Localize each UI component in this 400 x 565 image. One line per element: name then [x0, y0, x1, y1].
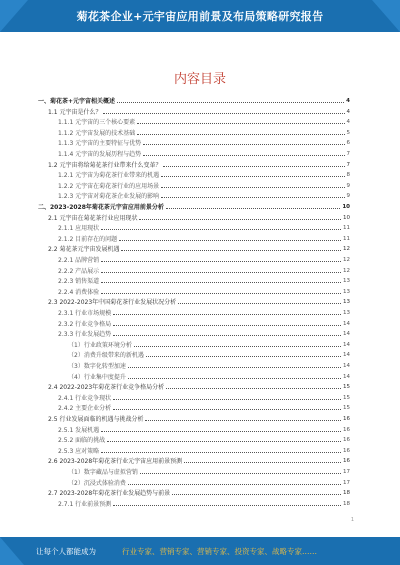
toc-entry-title: 2.3.3 行业发展趋势	[58, 331, 112, 339]
toc-entry-title: （1）数字藏品与虚拟营销	[68, 469, 138, 476]
toc-entry[interactable]	[58, 170, 350, 179]
toc-dot-leader	[101, 260, 341, 262]
toc-entry-page: 6	[346, 140, 350, 147]
toc-dot-leader	[143, 143, 344, 145]
toc-dot-leader	[139, 218, 341, 220]
toc-dot-leader	[113, 504, 341, 506]
toc-entry-title: 2.1.1 应用现状	[58, 225, 100, 233]
toc-entry[interactable]	[68, 372, 350, 381]
toc-dot-leader	[143, 154, 344, 156]
toc-entry[interactable]	[38, 202, 350, 211]
toc-dot-leader	[161, 186, 344, 188]
toc-entry-title: （1）行业政策环境分析	[68, 341, 132, 349]
toc-entry-title: （3）数字化转型加速	[68, 363, 126, 370]
toc-entry-page: 5	[346, 129, 350, 136]
toc-entry[interactable]	[58, 234, 350, 243]
toc-entry-page: 18	[343, 490, 350, 497]
toc-dot-leader	[134, 345, 341, 347]
toc-entry-page: 14	[343, 341, 350, 348]
toc-entry-page: 16	[343, 458, 350, 465]
toc-entry[interactable]	[68, 350, 350, 359]
toc-entry[interactable]	[58, 138, 350, 147]
toc-entry-page: 14	[343, 363, 350, 369]
toc-entry-page: 7	[346, 161, 350, 168]
toc-dot-leader	[184, 461, 341, 463]
toc-entry-title: 2.1.2 目前存在的问题	[58, 235, 118, 243]
toc-entry[interactable]	[48, 107, 350, 116]
toc-dot-leader	[166, 207, 340, 209]
toc-entry-page: 17	[343, 469, 350, 475]
toc-entry-title: 1.2 元宇宙将给菊花茶行业带来什么变革？	[48, 161, 162, 169]
toc-dot-leader	[101, 281, 341, 283]
toc-entry-page: 14	[343, 352, 350, 359]
footer-roles-text: 行业专家、营销专家、营销专家、投资专家、战略专家……	[122, 547, 317, 556]
toc-entry-page: 16	[343, 426, 350, 433]
toc-dot-leader	[146, 355, 341, 357]
toc-entry[interactable]	[58, 191, 350, 200]
header-corner-right	[372, 0, 400, 32]
toc-dot-leader	[101, 228, 341, 230]
toc-entry-title: 2.3 2022-2023年中国菊花茶行业发展状况分析	[48, 299, 177, 307]
toc-dot-leader	[101, 451, 341, 453]
toc-entry-title: 二、2023-2028年菊花茶元宇宙应用前景分析	[38, 204, 164, 211]
document-title: 菊花茶企业+元宇宙应用前景及布局策略研究报告	[76, 10, 324, 23]
toc-entry[interactable]	[58, 223, 350, 232]
toc-dot-leader	[117, 101, 344, 103]
toc-entry[interactable]	[68, 340, 350, 349]
toc-dot-leader	[128, 483, 341, 485]
toc-entry[interactable]	[48, 414, 350, 423]
toc-entry-title: 2.4.2 主要企业分析	[58, 405, 112, 413]
toc-entry[interactable]	[58, 276, 350, 285]
toc-dot-leader	[161, 196, 344, 198]
toc-dot-leader	[137, 133, 344, 135]
toc-heading: 内容目录	[173, 72, 226, 87]
toc-entry-title: 2.4.1 行业竞争现状	[58, 394, 112, 402]
toc-entry-page: 11	[343, 235, 350, 242]
toc-dot-leader	[140, 472, 341, 474]
footer-bar	[0, 537, 400, 565]
toc-entry-page: 13	[343, 299, 350, 306]
toc-entry[interactable]	[68, 478, 350, 487]
toc-entry[interactable]	[58, 181, 350, 190]
toc-dot-leader	[145, 419, 341, 421]
toc-dot-leader	[166, 387, 341, 389]
toc-entry[interactable]	[58, 403, 350, 412]
toc-entry-page: 10	[343, 214, 350, 221]
toc-dot-leader	[113, 398, 341, 400]
toc-entry-title: 2.5.1 发展机遇	[58, 426, 100, 434]
toc-entry-page: 14	[343, 320, 350, 327]
toc-entry-page: 9	[346, 182, 350, 189]
toc-entry-title: 1.1.4 元宇宙的发展历程与趋势	[58, 151, 142, 158]
toc-entry[interactable]	[48, 382, 350, 391]
toc-entry-title: 2.3.1 行业市场规模	[58, 310, 112, 317]
toc-dot-leader	[172, 493, 341, 495]
page-marker: 1	[350, 517, 354, 523]
toc-entry-title: 2.4 2022-2023年菊花茶行业竞争格局分析	[48, 384, 165, 392]
toc-entry-page: 4	[346, 119, 350, 126]
toc-entry-page: 16	[343, 437, 350, 444]
toc-entry[interactable]	[48, 488, 350, 497]
toc-entry-page: 13	[343, 288, 350, 295]
toc-entry-page: 15	[343, 394, 350, 401]
toc-entry-title: 一、菊花茶+元宇宙相关概述	[38, 98, 116, 105]
toc-dot-leader	[163, 165, 344, 167]
toc-dot-leader	[121, 249, 341, 251]
toc-entry-title: 2.2.4 消费体验	[58, 288, 100, 296]
toc-dot-leader	[161, 175, 344, 177]
toc-entry-page: 11	[343, 225, 350, 232]
toc-dot-leader	[107, 440, 341, 442]
toc-entry-title: 1.1 元宇宙是什么？	[48, 108, 102, 116]
toc-dot-leader	[113, 313, 341, 315]
toc-entry-title: 1.1.3 元宇宙的主要特征与优势	[58, 140, 142, 148]
header-corner-left	[0, 0, 28, 32]
toc-entry-page: 4	[346, 98, 350, 104]
toc-entry[interactable]	[48, 297, 350, 306]
toc-entry-page: 12	[343, 257, 350, 263]
toc-entry-page: 8	[346, 172, 350, 179]
toc-entry-page: 7	[346, 151, 350, 157]
toc-entry-title: 2.5.2 面临的挑战	[58, 437, 106, 445]
toc-dot-leader	[101, 271, 341, 273]
toc-entry[interactable]	[58, 329, 350, 338]
toc-dot-leader	[128, 366, 341, 368]
toc-dot-leader	[128, 377, 341, 379]
toc-entry-title: 2.2.3 销售渠道	[58, 278, 100, 286]
toc-entry-title: 2.5 行业发展面临的机遇与挑战分析	[48, 416, 144, 423]
toc-entry-page: 16	[343, 447, 350, 454]
toc-entry[interactable]	[58, 499, 350, 508]
toc-entry[interactable]	[68, 361, 350, 370]
toc-entry-page: 10	[342, 204, 350, 210]
toc-entry[interactable]	[58, 266, 350, 275]
header-bar	[0, 0, 400, 32]
toc-entry-title: 2.5.3 应对策略	[58, 447, 100, 455]
toc-entry[interactable]	[48, 160, 350, 169]
toc-entry-title: 2.1 元宇宙在菊花茶行业应用现状	[48, 214, 138, 222]
toc-entry[interactable]	[48, 456, 350, 465]
toc-entry[interactable]	[58, 393, 350, 402]
toc-dot-leader	[113, 408, 341, 410]
toc-entry-title: 2.7 2023-2028年菊花茶行业发展趋势与前景	[48, 490, 171, 498]
toc-entry-page: 13	[343, 310, 350, 316]
toc-entry-title: 2.3.2 行业竞争格局	[58, 320, 112, 328]
toc-entry-page: 15	[343, 384, 350, 391]
toc-entry[interactable]	[58, 435, 350, 444]
toc-entry[interactable]	[58, 149, 350, 158]
toc-entry[interactable]	[58, 446, 350, 455]
toc-entry-page: 4	[346, 108, 350, 115]
toc-dot-leader	[103, 112, 344, 114]
toc-dot-leader	[113, 334, 341, 336]
toc-entry-title: 2.2.1 品牌营销	[58, 257, 100, 264]
toc-entry-page: 18	[343, 500, 350, 507]
toc-entry-title: 2.2 菊花茶元宇宙发展机遇	[48, 246, 120, 254]
toc-entry[interactable]	[58, 287, 350, 296]
toc-dot-leader	[178, 302, 341, 304]
toc-entry[interactable]	[58, 255, 350, 264]
toc-entry-page: 12	[343, 246, 350, 253]
toc-entry[interactable]	[58, 425, 350, 434]
toc-entry-title: （2）沉浸式体验消费	[68, 479, 126, 487]
toc-entry-page: 12	[343, 267, 350, 274]
footer-lead-text: 让每个人都能成为	[36, 547, 96, 556]
toc-dot-leader	[101, 292, 341, 294]
toc-entry[interactable]	[58, 128, 350, 137]
footer-corner-left	[0, 537, 24, 565]
toc-dot-leader	[113, 324, 341, 326]
toc-entry-page: 16	[343, 416, 350, 422]
toc-entry-page: 14	[343, 373, 350, 380]
toc-entry-title: 1.2.2 元宇宙在菊花茶行业的应用场景	[58, 182, 160, 190]
toc-entry-title: （2）消费升级带来的新机遇	[68, 352, 144, 360]
toc-entry[interactable]	[48, 213, 350, 222]
toc-dot-leader	[137, 122, 344, 124]
toc-entry-title: 1.2.3 元宇宙对菊花茶企业发展的影响	[58, 193, 160, 201]
toc-entry[interactable]	[58, 308, 350, 317]
toc-entry-title: （4）行业集中度提升	[68, 373, 126, 381]
toc-entry[interactable]	[58, 117, 350, 126]
toc-entry-title: 2.2.2 产品展示	[58, 267, 100, 275]
toc-entry-title: 1.1.2 元宇宙发展的技术基础	[58, 129, 136, 137]
toc-entry-page: 15	[343, 405, 350, 412]
toc-entry-page: 17	[343, 479, 350, 486]
toc-entry[interactable]	[68, 467, 350, 476]
toc-entry[interactable]	[38, 96, 350, 105]
toc-entry[interactable]	[58, 319, 350, 328]
toc-entry[interactable]	[48, 244, 350, 253]
toc-dot-leader	[119, 239, 341, 241]
toc-entry-page: 14	[343, 331, 350, 338]
toc-entry-title: 1.1.1 元宇宙的三个核心要素	[58, 119, 136, 127]
toc-dot-leader	[101, 430, 341, 432]
toc-entry-page: 13	[343, 278, 350, 285]
toc-entry-title: 2.6 2023-2028年菊花茶行业元宇宙应用前景预测	[48, 458, 183, 466]
toc-entry-title: 1.2.1 元宇宙为菊花茶行业带来的机遇	[58, 172, 160, 180]
toc-entry-page: 9	[346, 193, 350, 200]
toc-entry-title: 2.7.1 行业前景预测	[58, 500, 112, 508]
